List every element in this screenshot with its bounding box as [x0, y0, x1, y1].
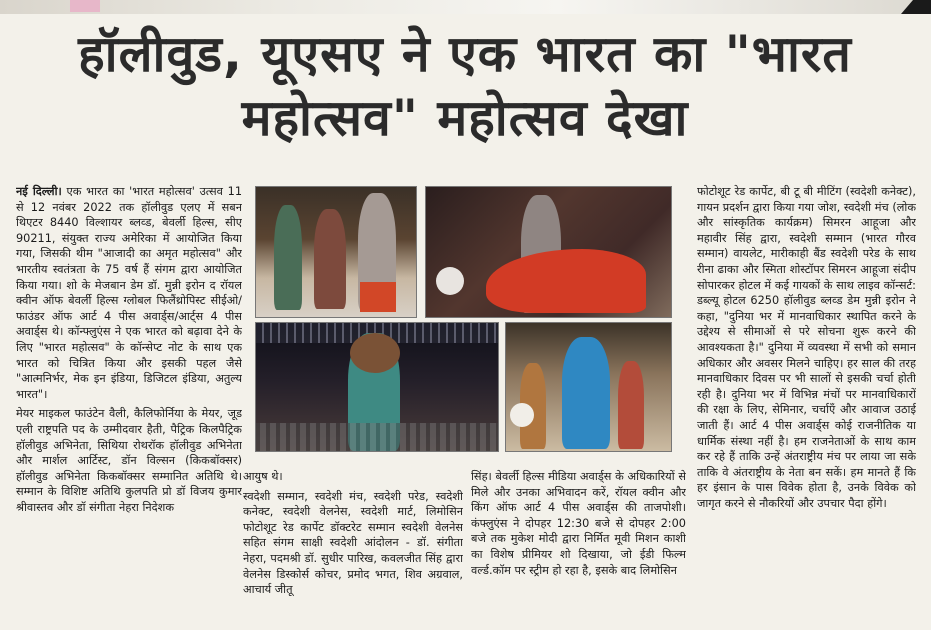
- stage-truss: [256, 423, 498, 451]
- photo-models-runway: [255, 186, 417, 318]
- article-column-1: [16, 184, 242, 614]
- paragraph: फोटोशूट रेड कार्पेट, बी टू बी मीटिंग (स्वदेशी कनेक्ट), गायन प्रदर्शन द्वारा किया गया जोश, स्वदेशी मंच (लोक और सांस्कृतिक कार्यक्रम) सिमरन आहूजा और महावीर सिंह द्वारा, स्वदेशी सम्मान (भारत गौरव सम्मान) वायलेट, मारीकाही बैंड स्वदेशी परेड के साथ रीना ढाका और स्मिता शोस्टॉपर सिमरन आहूजा संदीप सोपारकर होटल में कई गायकों के साथ लाइव कॉन्सर्ट: डब्ल्यू होटल 6250 हॉलीवुड ब्लव्ड डेम मुन्नी इरोन ने कहा, "दुनिया भर में मानवाधिकार स्थापित करने के उद्देश्य से सीमाओं से परे सोचना शुरू करने की आवश्यकता है।" दुनिया में व्यवस्था में सभी को समान अधिकार और अवसर मिलने चाहिए। हर साल की तरह मानवाधिकार दिवस पर भी सालों से इसकी चर्चा होती रही है। दुनिया भर में विभिन्न मंचों पर मानवाधिकारों की रक्षा के लिए, सेमिनार, चर्चाएँ और आवाज उठाई जाती हैं। आर्ट 4 पीस अवार्ड्स कोई राजनीतिक या धार्मिक संस्था नहीं है। हम राजनेताओं के साथ काम कर रहे हैं ताकि उन्हें अंतराष्ट्रीय मंच पर लाया जा सके ताकि वे अंतराष्ट्रीय के नेता बन सकें। हम मानते हैं कि हर इंसान के पास विवेक होता है, उनके विवेक को जागृत करने से नौकरियों और उपचार पैदा होंगे।: [697, 185, 916, 510]
- dancer-figure: [618, 361, 644, 449]
- photo-woman-performer: [255, 322, 499, 452]
- event-logo: [510, 403, 534, 427]
- photo-dancers-stage: [505, 322, 672, 452]
- article-column-4: [697, 184, 916, 614]
- paragraph-text: एक भारत का 'भारत महोत्सव' उत्सव 11 से 12 नवंबर 2022 तक हॉलीवुड एलए में सबन थिएटर 8440 विल्शायर ब्लव्ड, बेवर्ली हिल्स, सीए 90211, संयुक्त राज्य अमेरिका में आयोजित किया गया, जिसकी थीम "आजादी का अमृत महोत्सव" और भारतीय स्वतंत्रता के 75 वर्ष हैं संगम द्वारा आयोजित किया गया। शो के मेजबान डेम डॉ. मुन्नी इरोन द रॉयल क्वीन ऑफ बेवर्ली हिल्स ग्लोबल फिलैंथ्रोपिस्ट सीईओ/फाउंडर ऑफ आर्ट 4 पीस अवार्ड्स/आर्ट्स 4 पीस अवार्ड्स थे। कॉन्फ्लुएंस ने एक भारत को बढ़ावा देने के लिए "भारत महोत्सव" के कॉन्सेप्ट नोट के साथ एक भारत को चित्रित किया और इसकी पहल जैसे "आत्मनिर्भर, मेक इन इंडिया, डिजिटल इंडिया, अतुल्य भारत"।: [16, 185, 242, 401]
- red-cape: [486, 249, 646, 313]
- paragraph: [16, 184, 242, 402]
- dateline: नई दिल्ली।: [16, 185, 62, 198]
- paragraph: मेयर माइकल फाउंटेन वैली, कैलिफोर्निया के मेयर, जूड एली राष्ट्रपति पद के उम्मीदवार हैती, पैट्रिक किलपैट्रिक हॉलीवुड अभिनेता, सिथिया रोथरॉक हॉलीवुड अभिनेता और मार्शल आर्टिस्ट, डॉन विल्सन (किकबॉक्सर) हॉलीवुड अभिनेता किकबॉक्सर सम्मानित अतिथि थे। सम्मान के विशिष्ट अतिथि कुलपति प्रो डॉ विजय कुमार श्रीवास्तव और डॉ संगीता नेहरा निदेशक: [16, 407, 242, 514]
- article-column-2: [243, 469, 463, 614]
- dancer-figure: [562, 337, 610, 449]
- headline: हॉलीवुड, यूएसए ने एक भारत का "भारत महोत्सव" महोत्सव देखा: [78, 25, 852, 147]
- event-logo: [436, 267, 464, 295]
- model-figure: [274, 205, 302, 310]
- model-figure: [314, 209, 346, 309]
- performer-hair: [350, 333, 400, 373]
- article-column-3: [471, 469, 686, 614]
- masthead-fragment: [70, 0, 100, 12]
- corner-decoration: [901, 0, 931, 14]
- photo-model-red-cape: [425, 186, 672, 318]
- top-strip: [0, 0, 931, 14]
- red-garment: [360, 282, 396, 312]
- paragraph: स्वदेशी सम्मान, स्वदेशी मंच, स्वदेशी परेड, स्वदेशी कनेक्ट, स्वदेशी वेलनेस, स्वदेशी मार्ट, लिमोसिन फोटोशूट रेड कार्पेट डॉक्टरेट सम्मान स्वदेशी वेलनेस सहित संगम साक्षी स्वदेशी आंदोलन - डॉ. संगीता नेहरा, पदमश्री डॉ. सुधीर पारिख, कवलजीत सिंह द्वारा वेलनेस डिस्कोर्स कोचर, प्रमोद भगत, शिव अग्रवाल, आचार्य जीतू: [243, 489, 463, 597]
- paragraph: आयुष थे।: [243, 470, 283, 483]
- paragraph: सिंह। बेवर्ली हिल्स मीडिया अवार्ड्स के अधिकारियों से मिले और उनका अभिवादन करें, रॉयल क्वीन और किंग ऑफ आर्ट 4 पीस अवार्ड्स की ताजपोशी। कंफ्लुएंस ने दोपहर 12:30 बजे से दोपहर 2:00 बजे तक मुकेश मोदी द्वारा निर्मित मूवी मिशन काशी का विशेष प्रीमियर शो दिखाया, जो ईडी फिल्म वर्ल्ड.कॉम पर स्ट्रीम हो रहा है, इसके बाद लिमोसिन: [471, 470, 686, 577]
